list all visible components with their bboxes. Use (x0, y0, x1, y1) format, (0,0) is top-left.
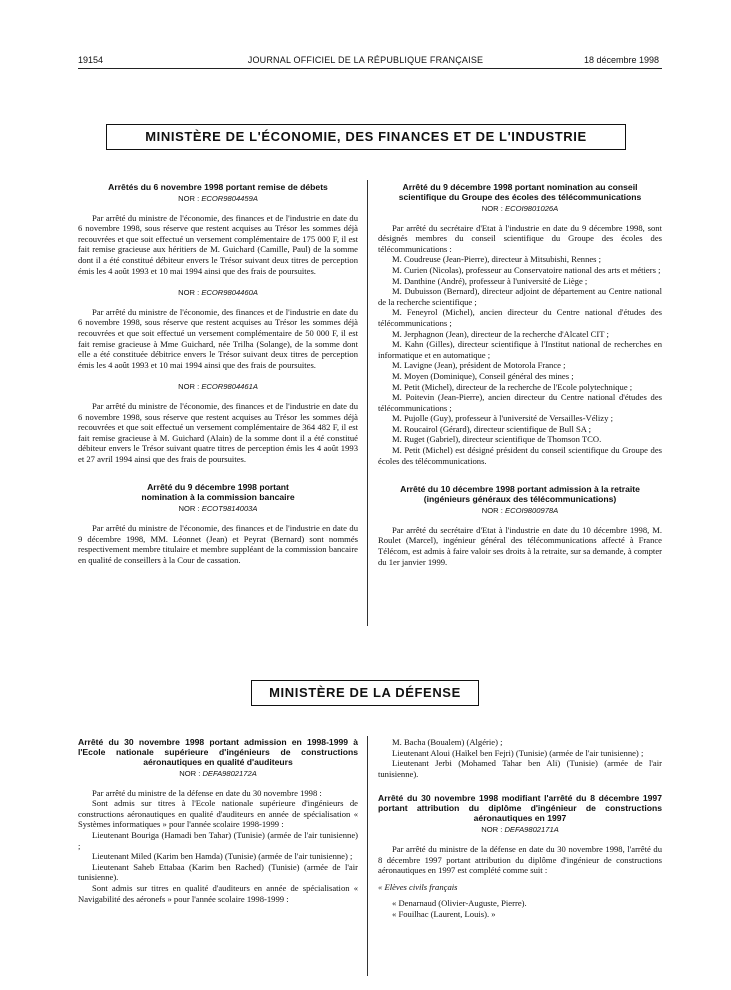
nor-label: NOR : (178, 504, 200, 514)
nor-code: ECOR9804459A (201, 194, 258, 203)
nor-label: NOR : (178, 382, 200, 392)
column-divider (367, 736, 368, 976)
ministry-heading-defense: MINISTÈRE DE LA DÉFENSE (251, 680, 479, 706)
list-item: Lieutenant Jerbi (Mohamed Tahar ben Ali) (Tunisie) (armée de l'air tunisienne). (378, 758, 662, 779)
article-title-diplome-ingenieur: Arrêté du 30 novembre 1998 modifiant l'arrêté du 8 décembre 1997 portant attribution du diplôme d'ingénieur de constructions aéronautiques en 1997 (378, 793, 662, 824)
nor-label: NOR : (481, 825, 503, 835)
member-item: M. Jerphagnon (Jean), directeur de la recherche d'Alcatel CIT ; (392, 328, 609, 339)
header-rule (78, 68, 662, 69)
right-column-economy (378, 182, 662, 567)
member-item: M. Poitevin (Jean-Pierre), ancien directeur du Centre national d'études des télécommunications ; (378, 392, 662, 413)
list-item: Lieutenant Miled (Karim ben Hamda) (Tunisie) (armée de l'air tunisienne) ; (92, 851, 353, 862)
article-title-retraite: Arrêté du 10 décembre 1998 portant admission à la retraite (ingénieurs généraux des télécommunications) (400, 484, 640, 505)
member-item: M. Dubuisson (Bernard), directeur adjoint de département au Centre national de la recherche scientifique ; (378, 286, 662, 307)
left-column-economy (78, 182, 358, 565)
paragraph: Par arrêté du secrétaire d'Etat à l'industrie en date du 10 décembre 1998, M. Roulet (Marcel), ingénieur général des télécommunications affecté à France Télécom, est admis à faire valoir ses droits à la retraite, sur sa demande, à compter du 1er janvier 1999. (378, 524, 662, 567)
paragraph: Sont admis sur titres à l'Ecole nationale supérieure d'ingénieurs de constructions aéronautiques en qualité d'auditeurs en année de spécialisation « Systèmes informatiques » pour l'année scolaire 1998-1999 : (78, 798, 358, 830)
left-column-defense (78, 737, 358, 904)
nor-label: NOR : (179, 769, 201, 778)
nor-reference (78, 769, 358, 780)
nor-reference (78, 504, 358, 515)
list-item: Lieutenant Saheb Ettabaa (Karim ben Rached) (Tunisie) (armée de l'air tunisienne). (78, 861, 358, 883)
paragraph: Par arrêté du secrétaire d'Etat à l'industrie en date du 9 décembre 1998, sont désignés membres du conseil scientifique du Groupe des écoles des télécommunications : (378, 222, 662, 254)
member-item: M. Feneyrol (Michel), ancien directeur du Centre national d'études des télécommunications ; (378, 307, 662, 328)
nor-reference (78, 194, 358, 205)
right-column-defense (378, 737, 662, 920)
member-item: M. Kahn (Gilles), directeur scientifique à l'Institut national de recherches en informatique et en automatique ; (378, 339, 662, 360)
list-item: « Denarnaud (Olivier-Auguste, Pierre). (392, 898, 527, 909)
member-item: M. Petit (Michel), directeur de la recherche de l'Ecole polytechnique ; (392, 381, 633, 392)
nor-reference (78, 288, 358, 299)
nor-label: NOR : (178, 288, 200, 298)
member-item: M. Roucairol (Gérard), directeur scientifique de Bull SA ; (392, 423, 592, 434)
list-item: « Fouilhac (Laurent, Louis). » (392, 908, 496, 919)
nor-label: NOR : (178, 194, 200, 203)
member-item: M. Lavigne (Jean), président de Motorola France ; (392, 360, 566, 371)
article-title-commission-bancaire: Arrêté du 9 décembre 1998 portant nomination à la commission bancaire (141, 482, 295, 503)
list-item: M. Bacha (Boualem) (Algérie) ; (392, 737, 503, 747)
member-item: M. Danthine (André), professeur à l'université de Liège ; (392, 275, 588, 286)
paragraph: Par arrêté du ministre de la défense en date du 30 novembre 1998 : (92, 787, 322, 798)
paragraph: Par arrêté du ministre de l'économie, des finances et de l'industrie en date du 6 novembre 1998, sous réserve que restent acquises au Trésor les sommes déjà recouvrées et que soit effectué un versement complémentaire de 364 482 F, il est fait remise gracieuse à M. Guichard (Alain) de la somme dont il a été constitué débiteur envers le Trésor suivant quatre titres de perception émis les 4 août 1993 et 27 avril 1994 ainsi que des frais de poursuites. (78, 400, 358, 464)
issue-date: 18 décembre 1998 (583, 55, 659, 65)
paragraph: Par arrêté du ministre de l'économie, des finances et de l'industrie en date du 9 décembre 1998, MM. Léonnet (Jean) et Peyrat (Bernard) sont nommés respectivement membre titulaire et membre suppléant de la commission bancaire en qualité de conseillers à la Cour de cassation. (78, 523, 358, 565)
article-title-admission-auditeurs: Arrêté du 30 novembre 1998 portant admission en 1998-1999 à l'Ecole nationale supérieure d'ingénieurs de constructions aéronautiques en qualité d'auditeurs (78, 737, 358, 767)
ministry-heading-economy: MINISTÈRE DE L'ÉCONOMIE, DES FINANCES ET DE L'INDUSTRIE (106, 124, 626, 150)
nor-reference (378, 825, 662, 836)
article-title-conseil-scientifique: Arrêté du 9 décembre 1998 portant nomination au conseil scientifique du Groupe des écoles des télécommunications (398, 182, 642, 202)
nor-code: DEFA9802172A (202, 769, 257, 778)
nor-label: NOR : (481, 204, 503, 213)
member-item: M. Petit (Michel) est désigné président du conseil scientifique du Groupe des écoles des télécommunications. (378, 445, 662, 466)
paragraph: Par arrêté du ministre de l'économie, des finances et de l'industrie en date du 6 novembre 1998, sous réserve que restent acquises au Trésor les sommes déjà recouvrées et que soit effectué un versement complémentaire de 175 000 F, il est fait remise gracieuse aux héritiers de M. Guichard (Camille, Paul) de la somme dont il a été constitué débiteur envers le Trésor suivant deux titres de perception émis les 4 août 1993 et 10 mai 1994 ainsi que des frais de poursuites. (78, 212, 358, 276)
column-divider (367, 180, 368, 626)
nor-code: ECOR9804461A (201, 382, 258, 392)
subheading: « Elèves civils français (378, 881, 458, 892)
nor-code: DEFA9802171A (504, 825, 559, 835)
nor-reference (378, 204, 662, 215)
nor-code: ECOI9800978A (505, 506, 559, 516)
member-item: M. Ruget (Gabriel), directeur scientifique de Thomson TCO. (392, 434, 602, 445)
list-item: Lieutenant Aloui (Haïkel ben Fejri) (Tunisie) (armée de l'air tunisienne) ; (392, 747, 644, 758)
nor-code: ECOR9804460A (201, 288, 258, 298)
member-item: M. Curien (Nicolas), professeur au Conservatoire national des arts et métiers ; (392, 264, 661, 275)
nor-reference (378, 506, 662, 517)
list-item: Lieutenant Bouriga (Hamadi ben Tahar) (Tunisie) (armée de l'air tunisienne) ; (78, 829, 358, 851)
paragraph: Par arrêté du ministre de la défense en date du 30 novembre 1998, l'arrêté du 8 décembre 1997 portant attribution du diplôme d'ingénieur de constructions aéronautiques en 1997 est complété comme suit : (378, 843, 662, 876)
member-item: M. Moyen (Dominique), Conseil général des mines ; (392, 370, 574, 381)
nor-code: ECOT9814003A (201, 504, 258, 514)
member-item: M. Pujolle (Guy), professeur à l'université de Versailles-Vélizy ; (392, 413, 613, 424)
nor-label: NOR : (481, 506, 503, 516)
journal-title: JOURNAL OFFICIEL DE LA RÉPUBLIQUE FRANÇAISE (247, 55, 484, 65)
member-item: M. Coudreuse (Jean-Pierre), directeur à Mitsubishi, Rennes ; (392, 254, 602, 265)
paragraph: Sont admis sur titres en qualité d'auditeurs en année de spécialisation « Navigabilité des aéronefs » pour l'année scolaire 1998-1999 : (78, 882, 358, 904)
nor-code: ECOI9801026A (505, 204, 559, 213)
article-title-remise-debets: Arrêtés du 6 novembre 1998 portant remise de débets (108, 182, 328, 192)
paragraph: Par arrêté du ministre de l'économie, des finances et de l'industrie en date du 6 novembre 1998, sous réserve que restent acquises au Trésor les sommes déjà recouvrées et que soit effectué un versement complémentaire de 50 000 F, il est fait remise gracieuse à Mme Guichard, née Trilha (Solange), de la somme dont elle a été constituée débitrice envers le Trésor suivant deux titres de perception émis les 4 août 1993 et 10 mai 1994 ainsi que des frais de poursuites. (78, 306, 358, 370)
page-number: 19154 (78, 55, 104, 65)
nor-reference (78, 382, 358, 393)
